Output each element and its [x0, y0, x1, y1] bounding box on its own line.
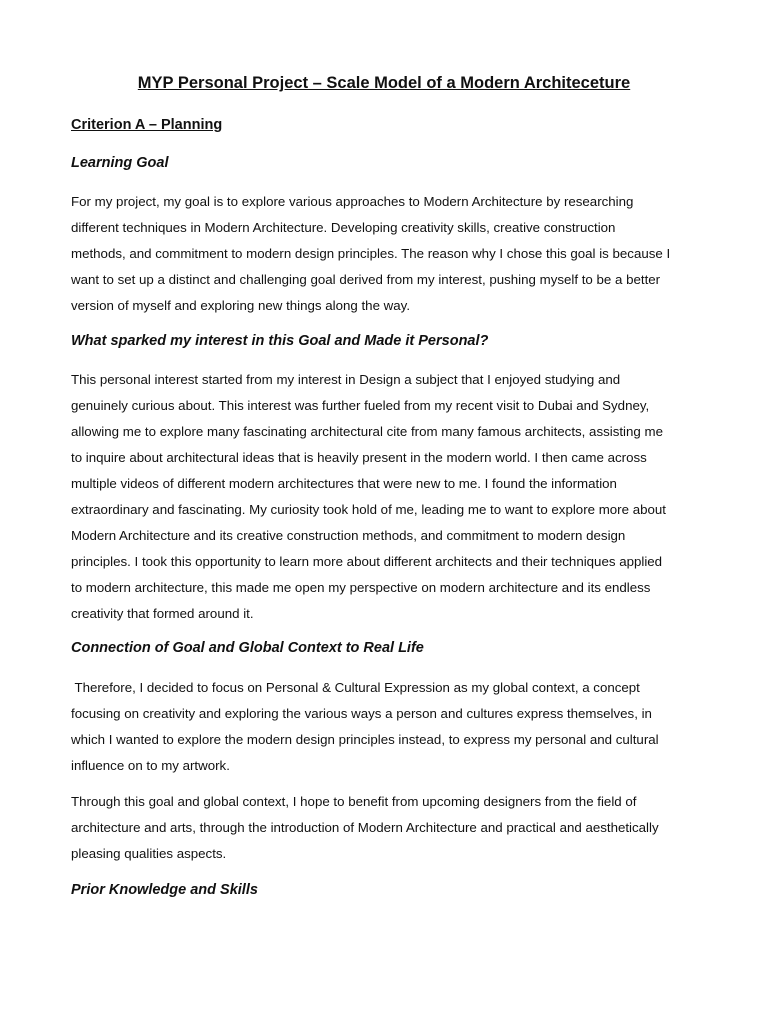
text-line: Therefore, I decided to focus on Personal & Cultural Expression as my global context, a concept	[71, 680, 640, 695]
text-line: which I wanted to explore the modern design principles instead, to express my personal and cultural	[71, 732, 659, 747]
text-line: extraordinary and fascinating. My curiosity took hold of me, leading me to want to explore more about	[71, 502, 666, 517]
text-line: Through this goal and global context, I hope to benefit from upcoming designers from the field of	[71, 794, 637, 809]
section-heading-interest: What sparked my interest in this Goal and Made it Personal?	[71, 333, 489, 349]
text-line: genuinely curious about. This interest was further fueled from my recent visit to Dubai and Sydney,	[71, 398, 650, 413]
text-line: allowing me to explore many fascinating architectural cite from many famous architects, assisting me	[71, 424, 663, 439]
text-line: want to set up a distinct and challenging goal derived from my interest, pushing myself to be a better	[71, 272, 661, 287]
text-line: focusing on creativity and exploring the various ways a person and cultures express themselves, in	[71, 706, 652, 721]
paragraph-learning-goal	[71, 189, 697, 319]
paragraph-global-context	[71, 675, 697, 779]
text-line: pleasing qualities aspects.	[71, 846, 227, 861]
text-line: For my project, my goal is to explore various approaches to Modern Architecture by researching	[71, 194, 634, 209]
section-heading-learning-goal: Learning Goal	[71, 155, 169, 171]
text-line: different techniques in Modern Architecture. Developing creativity skills, creative construction	[71, 220, 616, 235]
text-line: principles. I took this opportunity to learn more about different architects and their techniques applied	[71, 554, 663, 569]
text-line: This personal interest started from my interest in Design a subject that I enjoyed studying and	[71, 372, 621, 387]
text-line: multiple videos of different modern architectures that were new to me. I found the information	[71, 476, 617, 491]
criterion-heading: Criterion A – Planning	[71, 117, 223, 133]
document-title: MYP Personal Project – Scale Model of a Modern Architeceture	[137, 74, 631, 92]
paragraph-interest	[71, 367, 697, 627]
section-heading-prior-knowledge: Prior Knowledge and Skills	[71, 882, 258, 898]
text-line: creativity that formed around it.	[71, 606, 254, 621]
text-line: architecture and arts, through the introduction of Modern Architecture and practical and aesthetically	[71, 820, 659, 835]
text-line: influence on to my artwork.	[71, 758, 230, 773]
text-line: to modern architecture, this made me open my perspective on modern architecture and its endless	[71, 580, 651, 595]
text-line: methods, and commitment to modern design principles. The reason why I chose this goal is because I	[71, 246, 671, 261]
text-line: to inquire about architectural ideas that is heavily present in the modern world. I then came across	[71, 450, 647, 465]
paragraph-benefit	[71, 789, 697, 867]
text-line: Modern Architecture and its creative construction methods, and commitment to modern design	[71, 528, 626, 543]
section-heading-global-context: Connection of Goal and Global Context to Real Life	[71, 640, 424, 656]
text-line: version of myself and exploring new things along the way.	[71, 298, 411, 313]
